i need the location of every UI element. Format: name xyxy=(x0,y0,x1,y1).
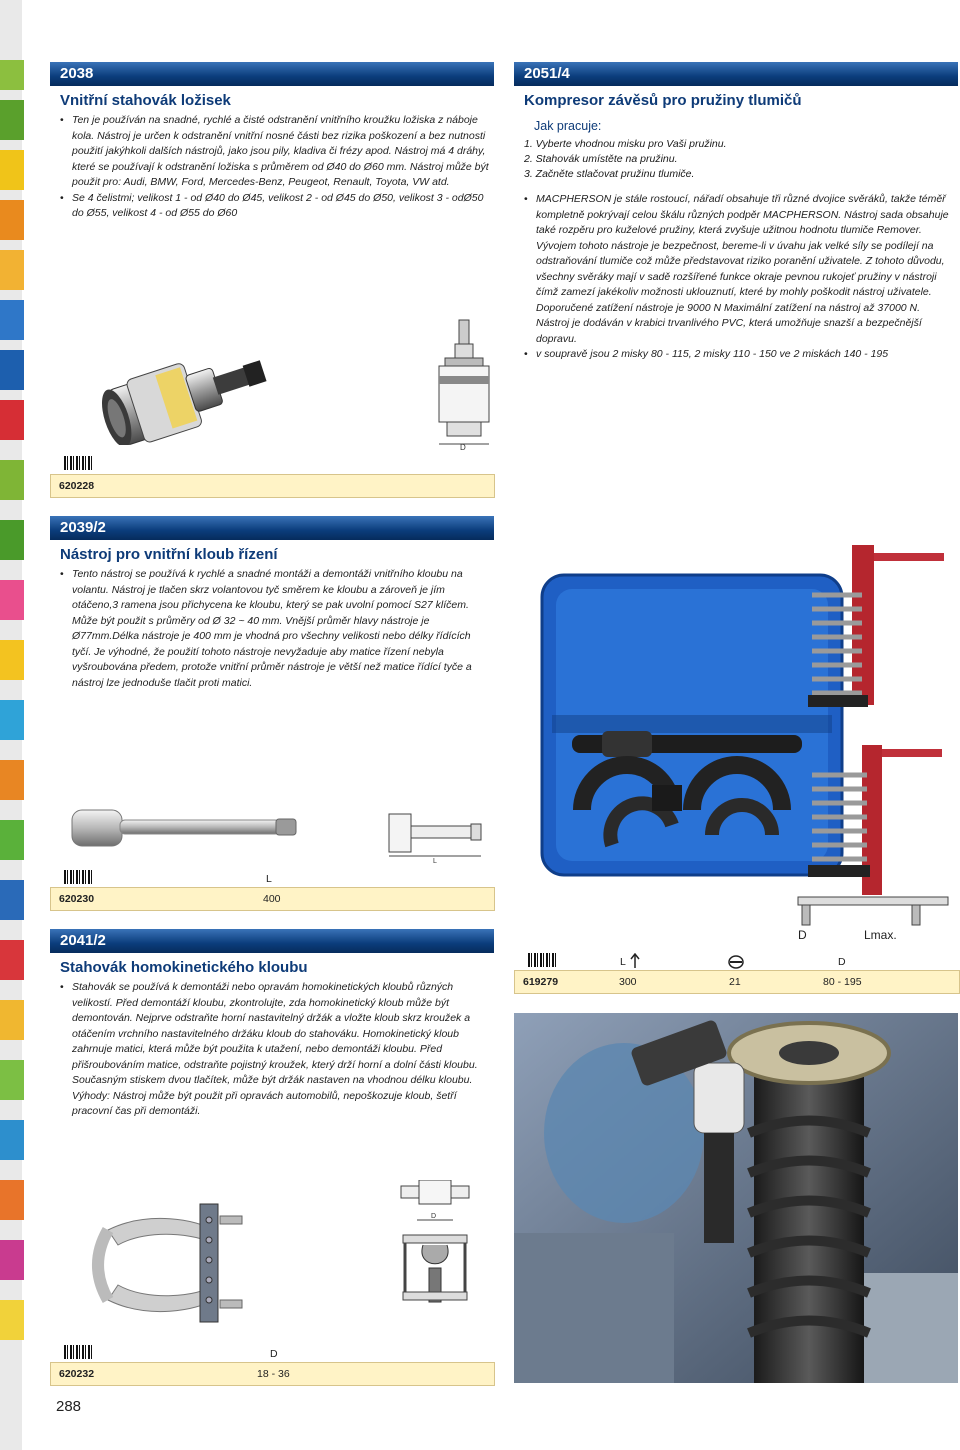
bullet-list xyxy=(50,113,494,222)
barcode-icon xyxy=(64,870,92,884)
edge-tab xyxy=(0,350,24,390)
step-item: 3. Začněte stlačovat pružinu tlumiče. xyxy=(524,168,695,180)
spec-row-620230 xyxy=(50,887,495,911)
edge-tab xyxy=(0,150,24,190)
edge-tab xyxy=(0,1300,24,1340)
edge-tab xyxy=(0,1000,24,1040)
how-it-works-heading: Jak pracuje: xyxy=(534,119,602,133)
section-2041 xyxy=(50,929,494,1120)
section-title: Nástroj pro vnitřní kloub řízení xyxy=(60,546,278,563)
tie-rod-tool-photo xyxy=(70,800,300,855)
section-title: Kompresor závěsů pro pružiny tlumičů xyxy=(524,92,802,109)
col-diameter-label: D xyxy=(838,956,846,968)
article-number: 620230 xyxy=(59,893,95,905)
section-code: 2039/2 xyxy=(50,516,494,540)
col-length-label: L xyxy=(620,956,626,968)
edge-tab xyxy=(0,580,24,620)
section-code: 2038 xyxy=(50,62,494,86)
edge-tab xyxy=(0,880,24,920)
edge-tab xyxy=(0,640,24,680)
barcode-icon xyxy=(528,953,556,967)
tie-rod-tool-drawing xyxy=(385,812,485,864)
bullet-item: • MACPHERSON je stále rostoucí, nářadí obsahuje tři různé dvojice svěráků, takže téměř kompletně pokrývají celou škálu různých podpěr MACPHERSON. Nástroj sada obsahuje také rozpěru pro kuželové pružiny, která zvyšuje užitnou hodnotu tlumiče Remover. Vývojem tohoto nástroje je bezpečnost, bereme-li v úvahu jak velké síly se podílejí na odstraňování tlumiče což může představovat riziko poranění uživatele. Z tohoto důvodu, všechny svěráky mají v sadě rozšířené funkce okraje pevnou rukojeť pružiny v nástroji čímž zamezí jakékoliv možnosti uklouznutí, které by mohly poškodit nástroj uživatele. Doporučené zatížení nástroje je 9000 N Maximální zatížení na nástroj až 37000 N. Nástroj je dodáván v krabici trvanlivého PVC, která umožňuje snazší a bezpečnější dopravu. xyxy=(524,192,954,347)
edge-tab xyxy=(0,1120,24,1160)
step-item: 1. Vyberte vhodnou misku pro Vaši pružinu. xyxy=(524,138,727,150)
edge-tab xyxy=(0,760,24,800)
diagram-l: L xyxy=(433,858,437,864)
edge-tab xyxy=(0,700,24,740)
section-code: 2051/4 xyxy=(514,62,958,86)
bearing-puller-drawing xyxy=(425,318,505,453)
bullet-list xyxy=(50,567,494,691)
spring-compressor-case-photo xyxy=(512,535,952,945)
bullet-item: • Stahovák se používá k demontáži nebo opravám homokinetických kloubů různých velikostí. Před demontáží kloubu, zkontrolujte, zda homokinetický kloub může být demontován. Nejprve odstraňte horní nastavitelný držák a vložte kloub skrz kroužek a otáčením vrchního nastavitelného držáku kloub do stahováku. Homokinetický kloub zahrnuje matici, která může být použita k utažení, nebo demontáži kloubu. Před přišroubováním matice, odstraňte pojistný kroužek, který drží horní a dolní části kloubu. Současným stiskem dvou tlačítek, může být držák nastaven na vhodnou délku kloubu. Výhody: Nástroj může být použit při opravách automobilů, nepoškozuje kloub, šetří pracovní čas při demontáži. xyxy=(60,980,490,1120)
spec-row-620232 xyxy=(50,1362,495,1386)
edge-tab xyxy=(0,460,24,500)
bullet-list xyxy=(514,192,958,363)
dimension-d: D xyxy=(460,443,466,452)
barcode-icon xyxy=(64,1345,92,1359)
spec-row-619279 xyxy=(514,970,960,994)
wrench-size-value: 21 xyxy=(729,976,741,988)
section-code: 2041/2 xyxy=(50,929,494,953)
bullet-item: • v soupravě jsou 2 misky 80 - 115, 2 misky 110 - 150 ve 2 miskách 140 - 195 xyxy=(524,347,954,363)
length-arrow-icon xyxy=(630,953,640,969)
edge-tab xyxy=(0,300,24,340)
strut-compressor-usage-photo xyxy=(514,1013,958,1383)
article-number: 620228 xyxy=(59,480,95,492)
edge-tab xyxy=(0,100,24,140)
spec-row-620228 xyxy=(50,474,495,498)
diagram-lmax: Lmax. xyxy=(864,928,897,942)
section-2039 xyxy=(50,516,494,691)
article-number: 619279 xyxy=(523,976,559,988)
edge-tab xyxy=(0,250,24,290)
edge-tab xyxy=(0,400,24,440)
step-item: 2. Stahovák umístěte na pružinu. xyxy=(524,153,678,165)
section-title: Vnitřní stahovák ložisek xyxy=(60,92,231,109)
diameter-value: 80 - 195 xyxy=(823,976,862,988)
diameter-value: 18 - 36 xyxy=(257,1368,290,1380)
edge-tab xyxy=(0,520,24,560)
barcode-icon xyxy=(64,456,92,470)
col-length-label: L xyxy=(266,873,272,885)
section-title: Stahovák homokinetického kloubu xyxy=(60,959,308,976)
edge-tab xyxy=(0,1180,24,1220)
bullet-list xyxy=(50,980,494,1120)
edge-tab xyxy=(0,60,24,90)
bullet-item: • Tento nástroj se používá k rychlé a snadné montáži a demontáži vnitřního kloubu na volantu. Nástroj je tlačen skrz volantovou tyč směrem ke kloubu a zároveň je jím otáčeno,3 ramena jsou přichycena ke kloubu, který se pak uvolní pomocí S27 klíčem. Může být použit s průměry od Ø 32 ~ 40 mm. Vnější průměr hlavy nástroje je Ø77mm.Délka nástroje je 400 mm je vhodná pro všechny velikosti nebo délky řídících tyčí. Je výhodné, že použití tohoto nástroje nevyžaduje aby matice řízení nebyla vyšroubována předem, protože vnitřní průměr nástroje je větší než matice řídící tyče a nástroj lze jednoduše tlačit proti matici. xyxy=(60,567,490,691)
bearing-puller-photo xyxy=(90,325,290,445)
article-number: 620232 xyxy=(59,1368,95,1380)
bullet-item: • Ten je používán na snadné, rychlé a čisté odstranění vnitřního kroužku ložiska z náboje kola. Nástroj je určen k odstranění vnitřní nosné části bez rizika poškození a bez nutnosti použití jakýhkoli dalších nástrojů, jako jsou pily, kladiva či frézy apod. Nástroj má 4 dráhy, které se používají k odstranění ložiska s průměrem od Ø40 do Ø60 mm. Nástroj může být použit pro: Audi, BMW, Ford, Mercedes-Benz, Peugeot, Renault, Toyota, VW atd. xyxy=(60,113,490,191)
col-diameter-label: D xyxy=(270,1348,278,1360)
diagram-d: D xyxy=(431,1213,437,1220)
cv-joint-puller-photo xyxy=(88,1200,248,1325)
cv-joint-puller-drawing xyxy=(395,1180,475,1320)
edge-tab xyxy=(0,820,24,860)
edge-tab xyxy=(0,940,24,980)
section-2051 xyxy=(514,62,958,363)
edge-tab xyxy=(0,1060,24,1100)
wrench-size-icon xyxy=(728,955,744,969)
bullet-item: • Se 4 čelistmi; velikost 1 - od Ø40 do Ø45, velikost 2 - od Ø45 do Ø50, velikost 3 - odØ50 do Ø55, velikost 4 - od Ø55 do Ø60 xyxy=(60,191,490,222)
edge-tab xyxy=(0,200,24,240)
length-value: 300 xyxy=(619,976,637,988)
section-2038 xyxy=(50,62,494,222)
steps-list xyxy=(524,137,958,182)
diagram-d: D xyxy=(798,928,807,942)
length-value: 400 xyxy=(263,893,281,905)
page-number: 288 xyxy=(56,1398,82,1415)
edge-tab xyxy=(0,1240,24,1280)
